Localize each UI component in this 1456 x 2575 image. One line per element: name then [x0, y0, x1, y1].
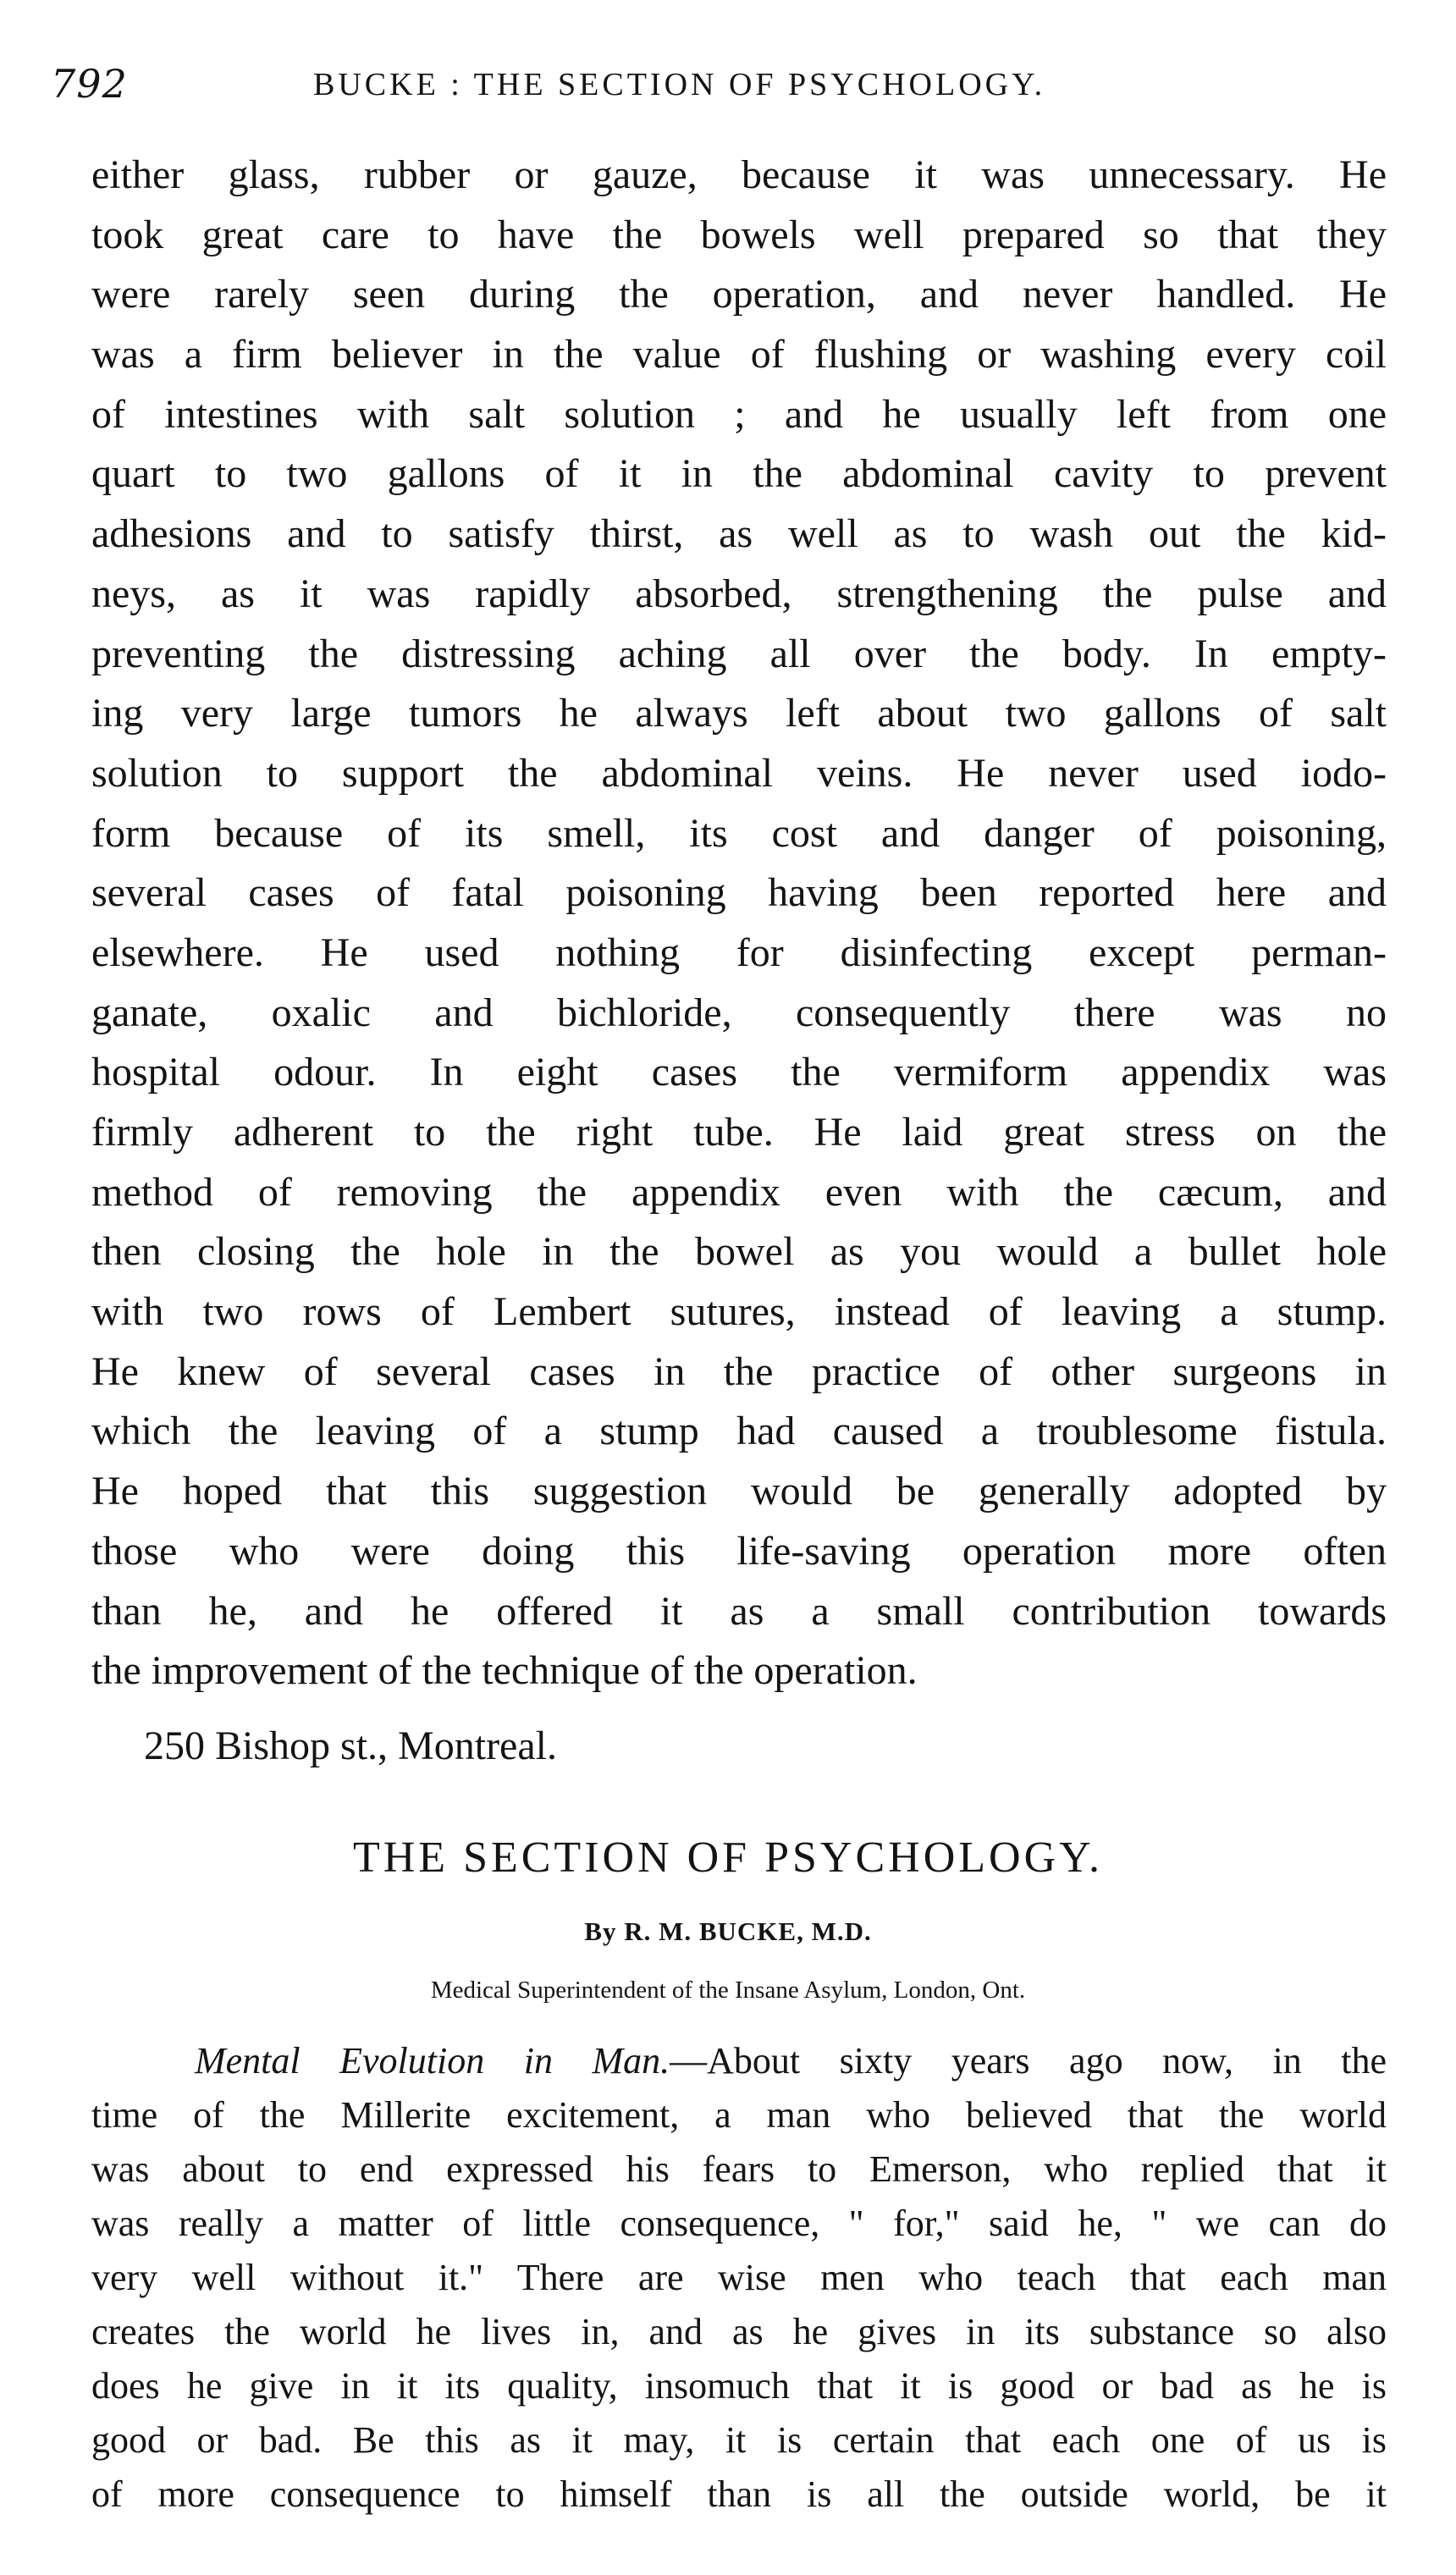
- text-line: those who were doing this life-saving operation more often: [91, 1528, 1387, 1574]
- article-first-line: [91, 2034, 1387, 2088]
- text-line: He hoped that this suggestion would be generally adopted by: [91, 1469, 1387, 1514]
- text-line: time of the Millerite excitement, a man who believed that the world: [91, 2094, 1387, 2136]
- text-line: ing very large tumors he always left about two gallons of salt: [91, 691, 1387, 736]
- page-number: 792: [51, 61, 128, 107]
- text-line: which the leaving of a stump had caused a troublesome fistula.: [91, 1409, 1387, 1454]
- article-subheading: Mental Evolution in Man.: [195, 2040, 670, 2082]
- previous-article-text: [91, 146, 1387, 1701]
- text-line: was a firm believer in the value of flushing or washing every coil: [91, 332, 1387, 378]
- running-title: BUCKE : THE SECTION OF PSYCHOLOGY.: [313, 67, 1046, 102]
- text-line: adhesions and to satisfy thirst, as well as to wash out the kid-: [91, 511, 1387, 557]
- text-line: of intestines with salt solution ; and he usually left from one: [91, 391, 1387, 437]
- article-title: THE SECTION OF PSYCHOLOGY.: [352, 1833, 1103, 1882]
- text-line: was really a matter of little consequence, " for," said he, " we can do: [91, 2203, 1387, 2244]
- running-head: [51, 61, 1405, 112]
- text-line: either glass, rubber or gauze, because it was unnecessary. He: [91, 152, 1387, 197]
- text-line: took great care to have the bowels well prepared so that they: [91, 212, 1387, 257]
- text-line: good or bad. Be this as it may, it is certain that each one of us is: [91, 2419, 1387, 2461]
- text-line: firmly adherent to the right tube. He laid great stress on the: [91, 1110, 1387, 1155]
- text-line: several cases of fatal poisoning having been reported here and: [91, 870, 1387, 916]
- text-line: of more consequence to himself than is all the outside world, be it: [91, 2473, 1387, 2515]
- text-line: ganate, oxalic and bichloride, consequently there was no: [91, 990, 1387, 1035]
- text-line: solution to support the abdominal veins. He never used iodo-: [91, 750, 1387, 796]
- text-line: very well without it." There are wise men who teach that each man: [91, 2257, 1387, 2298]
- text-line: creates the world he lives in, and as he gives in its substance so also: [91, 2311, 1387, 2352]
- text-line: than he, and he offered it as a small contribution towards: [91, 1588, 1387, 1634]
- text-line: He knew of several cases in the practice of other surgeons in: [91, 1348, 1387, 1394]
- text-line: form because of its smell, its cost and danger of poisoning,: [91, 810, 1387, 856]
- text-line: quart to two gallons of it in the abdominal cavity to prevent: [91, 451, 1387, 497]
- author-address: 250 Bishop st., Montreal.: [144, 1723, 557, 1768]
- text-line: the improvement of the technique of the operation.: [91, 1648, 918, 1694]
- text-line: then closing the hole in the bowel as you would a bullet hole: [91, 1229, 1387, 1275]
- text-line: were rarely seen during the operation, and never handled. He: [91, 272, 1387, 317]
- text-line: was about to end expressed his fears to Emerson, who replied that it: [91, 2148, 1387, 2190]
- article-first-line-text: —About sixty years ago now, in the: [670, 2040, 1387, 2082]
- text-line: preventing the distressing aching all over the body. In empty-: [91, 631, 1387, 676]
- article-body-text: [91, 2034, 1387, 2522]
- text-line: elsewhere. He used nothing for disinfecting except perman-: [91, 929, 1387, 975]
- article-byline: By R. M. BUCKE, M.D.: [584, 1916, 872, 1946]
- text-line: method of removing the appendix even with the cæcum, and: [91, 1169, 1387, 1215]
- text-line: neys, as it was rapidly absorbed, strengthening the pulse and: [91, 571, 1387, 616]
- text-line: does he give in it its quality, insomuch that it is good or bad as he is: [91, 2365, 1387, 2407]
- author-affiliation: Medical Superintendent of the Insane Asylum, London, Ont.: [430, 1977, 1026, 2004]
- text-line: with two rows of Lembert sutures, instead of leaving a stump.: [91, 1289, 1387, 1335]
- text-line: hospital odour. In eight cases the vermiform appendix was: [91, 1050, 1387, 1095]
